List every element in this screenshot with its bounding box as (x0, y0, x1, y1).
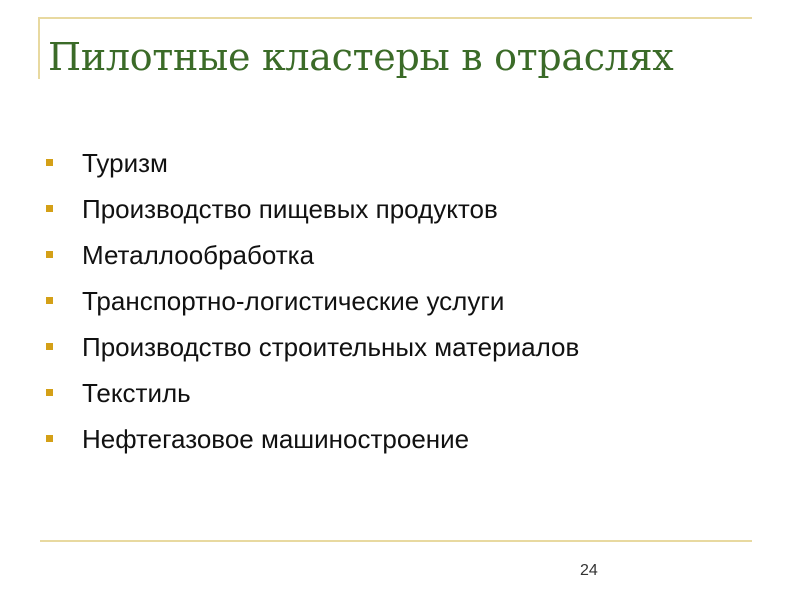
list-item (46, 421, 579, 467)
list-item (46, 237, 579, 283)
square-bullet-icon (46, 435, 53, 442)
side-rule (38, 17, 40, 79)
bullet-text: Туризм (82, 148, 168, 178)
list-item (46, 145, 579, 191)
bullet-text: Производство пищевых продуктов (82, 194, 498, 224)
square-bullet-icon (46, 297, 53, 304)
list-item (46, 329, 579, 375)
list-item (46, 283, 579, 329)
page-number: 24 (580, 562, 598, 579)
square-bullet-icon (46, 205, 53, 212)
bullet-text: Транспортно-логистические услуги (82, 286, 505, 316)
bottom-rule (40, 540, 752, 542)
list-item (46, 191, 579, 237)
square-bullet-icon (46, 343, 53, 350)
square-bullet-icon (46, 251, 53, 258)
list-item (46, 375, 579, 421)
bullet-text: Производство строительных материалов (82, 332, 580, 362)
bullet-text: Текстиль (82, 378, 191, 408)
bullet-text: Металлообработка (82, 240, 315, 270)
slide-title: Пилотные кластеры в отраслях (48, 35, 674, 79)
square-bullet-icon (46, 389, 53, 396)
top-rule (40, 17, 752, 19)
bullet-list (46, 145, 579, 467)
square-bullet-icon (46, 159, 53, 166)
bullet-text: Нефтегазовое машиностроение (82, 424, 470, 454)
